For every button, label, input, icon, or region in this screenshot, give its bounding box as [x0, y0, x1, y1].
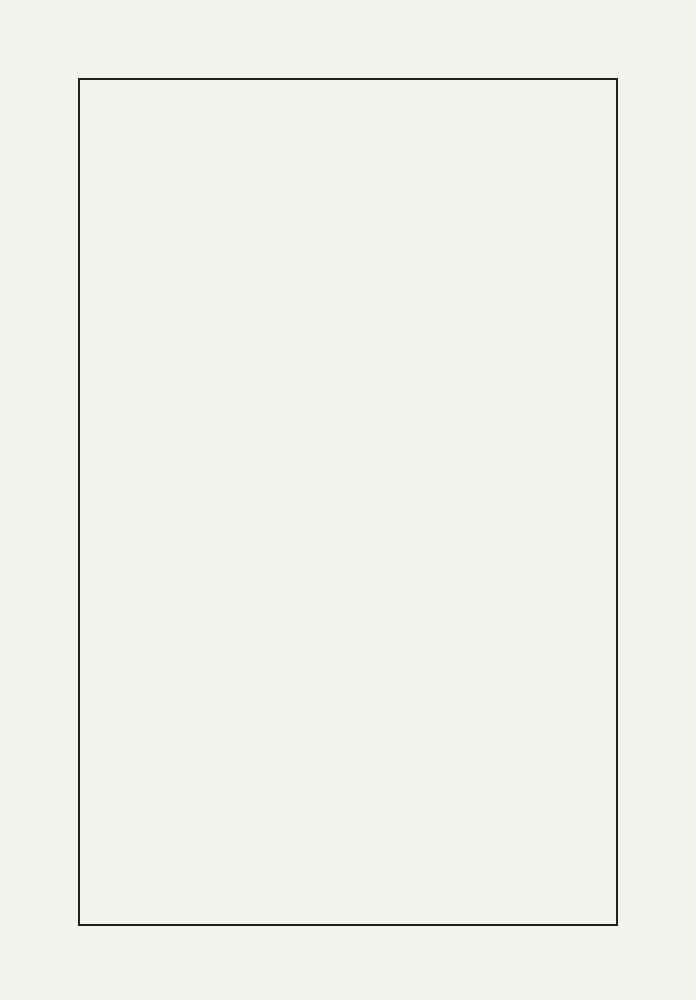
record-catalog-table — [78, 78, 618, 926]
